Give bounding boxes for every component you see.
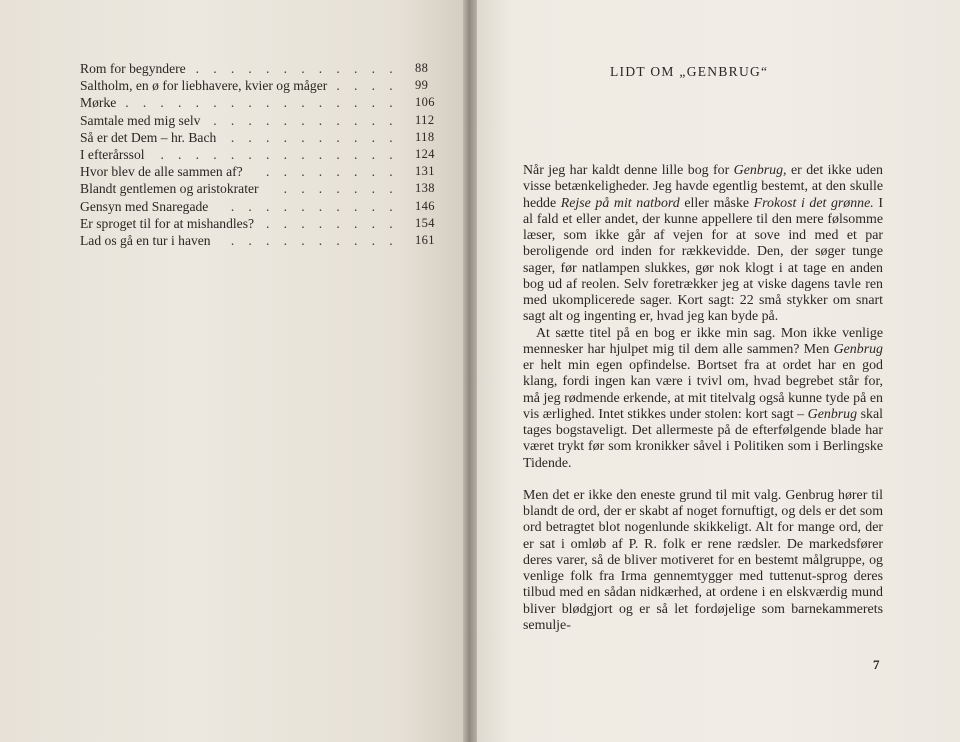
toc-leader-dots: . . . . . . . . . . . — [213, 112, 398, 128]
paragraph: At sætte titel på en bog er ikke min sag. Mon ikke venlige mennesker har hjulpet mig til dem alle sammen? Men Genbrug er helt min egen opfindelse. Bortset fra at ordet har en god klang, fordi ingen kan være i tvivl om, hvad begrebet står for, må jeg rødmende erkende, at mit titelvalg også kunne tyde på en vis ærlighed. Intet stikkes under stolen: kort sagt – Genbrug skal tages bogstaveligt. Det allermeste på de efterfølgende blade har været trykt før som kronikker såvel i Politiken som i Berlingske Tidende. — [523, 325, 883, 471]
toc-entry-page: 161 — [415, 232, 435, 247]
toc-entry — [80, 94, 440, 111]
left-page — [0, 0, 468, 742]
toc-entry-title: Lad os gå en tur i haven — [80, 232, 211, 248]
toc-entry — [80, 60, 440, 77]
chapter-title: LIDT OM „GENBRUG“ — [610, 64, 769, 79]
book-spine — [463, 0, 477, 742]
toc-entry — [80, 215, 440, 232]
toc-leader-dots: . . . . . . . — [283, 181, 398, 197]
toc-entry-title: Samtale med mig selv — [80, 112, 201, 128]
paragraph-gap — [523, 472, 883, 488]
toc-entry-page: 146 — [415, 198, 435, 213]
toc-entry-title: Er sproget til for at mishandles? — [80, 215, 255, 231]
toc-entry — [80, 198, 440, 215]
toc-entry — [80, 232, 440, 249]
toc-leader-dots: . . . . . . . . — [266, 164, 398, 180]
paragraph: Men det er ikke den eneste grund til mit valg. Genbrug hører til blandt de ord, der er skabt af noget fornuftigt, og dels er det som ord betragtet blot nogenlunde skikkeligt. Alt for mange ord, der er sat i omløb af P. R. folk er rene rædsler. De markedsfører deres varer, så de bliver motiveret for en bestemt målgruppe, og venlige folk fra Irma gennemtygger med tuttenut-sprog deres tilbud med en sådan nidkærhed, at ordene i en elskværdig mund bliver blødgjort og er så let fordøjelige som barnekammerets semulje- — [523, 487, 883, 633]
toc-entry-page: 112 — [415, 112, 435, 127]
toc-entry — [80, 129, 440, 146]
toc-leader-dots: . . . . — [336, 78, 398, 94]
toc-leader-dots: . . . . . . . . — [266, 215, 398, 231]
toc-entry-page: 131 — [415, 164, 435, 179]
toc-leader-dots: . . . . . . . . . . — [230, 232, 398, 248]
toc-entry-title: I efterårssol — [80, 146, 145, 162]
chapter-body — [523, 163, 883, 634]
toc-leader-dots: . . . . . . . . . . . . — [195, 61, 398, 76]
toc-entry-page: 154 — [415, 215, 435, 230]
toc-entry-title: Hvor blev de alle sammen af? — [80, 164, 243, 180]
page-number: 7 — [873, 657, 880, 672]
toc-entry-title: Gensyn med Snaregade — [80, 198, 209, 214]
toc-entry-title: Saltholm, en ø for liebhavere, kvier og måger — [80, 78, 328, 94]
toc-entry-page: 124 — [415, 146, 435, 161]
toc-entry — [80, 180, 440, 197]
toc-entry — [80, 77, 440, 94]
toc-entry-page: 99 — [415, 78, 429, 93]
toc-leader-dots: . . . . . . . . . . . . . . — [160, 146, 398, 162]
toc-entry — [80, 163, 440, 180]
toc-entry-page: 88 — [415, 61, 429, 75]
toc-entry-title: Mørke — [80, 95, 117, 111]
toc-entry-page: 106 — [415, 95, 435, 110]
toc-leader-dots: . . . . . . . . . . — [230, 129, 398, 145]
toc-entry-title: Blandt gentlemen og aristokrater — [80, 181, 259, 197]
toc-entry — [80, 112, 440, 129]
table-of-contents — [80, 60, 440, 249]
toc-entry-title: Så er det Dem – hr. Bach — [80, 129, 217, 145]
paragraph: Når jeg har kaldt denne lille bog for Genbrug, er det ikke uden visse betænkeligheder. Jeg havde egentlig bestemt, at den skulle hedde Rejse på mit natbord eller måske Frokost i det grønne. I al fald et eller andet, der kunne appellere til den mere følsomme læser, som ikke går af vejen for at sove ind med et par beroligende ord inden for rækkevidde. Den, der søger tunge sager, før natlampen slukkes, gør nok klogt i at tage en anden bog ud af reolen. Selv foretrækker jeg at viske dagens tavle ren med ukomplicerede sager. Kort sagt: 22 små stykker om snart sagt alt og ingenting er, hvad jeg kan byde på. — [523, 163, 883, 325]
toc-entry-page: 138 — [415, 181, 435, 196]
toc-entry-title: Rom for begyndere — [80, 61, 186, 76]
toc-entry-page: 118 — [415, 129, 435, 144]
toc-leader-dots: . . . . . . . . . . . . . . . . . — [107, 95, 398, 111]
toc-leader-dots: . . . . . . . . . . — [230, 198, 398, 214]
toc-entry — [80, 146, 440, 163]
